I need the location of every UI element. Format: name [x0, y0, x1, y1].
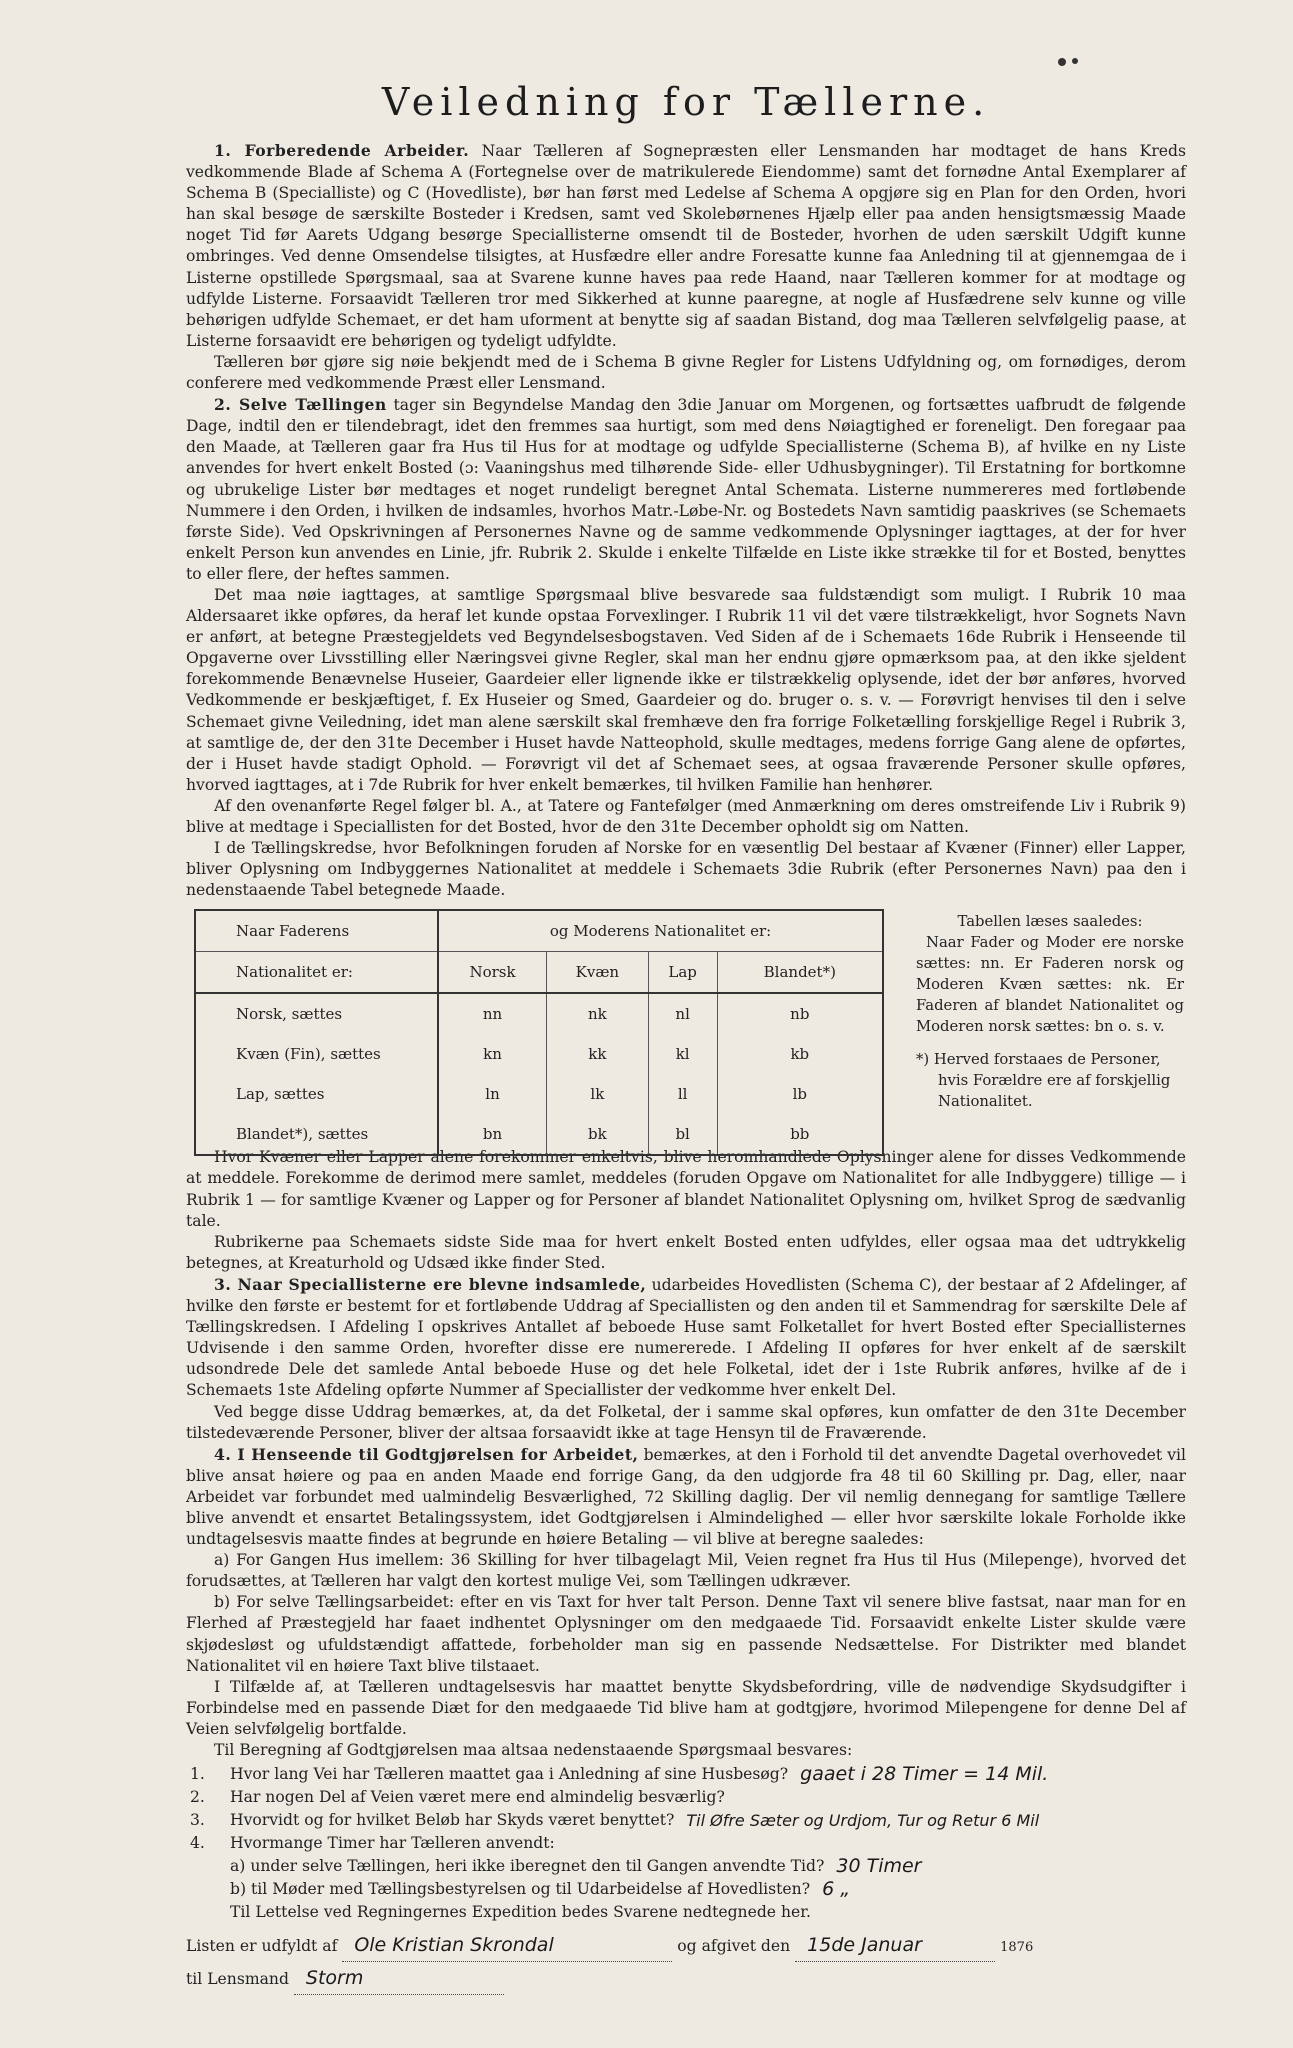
table-cell: nl [648, 993, 717, 1034]
section-2-text: tager sin Begyndelse Mandag den 3die Januar om Morgenen, og fortsættes uafbrudt de følgende Dage, indtil den er tilendebragt, idet den fremmes saa hurtigt, som med dens Nøiagtighed er foreneligt. Den foregaar paa den Maade, at Tælleren gaar fra Hus til Hus for at modtage og udfylde Speciallisterne (Schema B), af hvilke en ny Liste anvendes for hvert enkelt Bosted (ɔ: Vaaningshus med tilhørende Side- eller Udhusbygninger). Til Erstatning for bortkomne og ubrukelige Lister bør medtages et noget rundeligt beregnet Antal Schemata. Listerne nummereres med fortløbende Nummere i den Orden, i hvilken de indsamles, hvorhos Matr.-Løbe-Nr. og Bostedets Navn samtidig paaskrives (se Schemaets første Side). Ved Opskrivningen af Personernes Navne og de samme vedkommende Oplysninger iagttages, at der for hver enkelt Person kun anvendes en Linie, jfr. Rubrik 2. Skulde i enkelte Tilfælde en Liste ikke strække til for et Bosted, benyttes to eller flere, der heftes sammen. [186, 396, 1186, 583]
table-cell: bl [648, 1114, 717, 1155]
table-row [195, 1074, 883, 1114]
table-row [195, 993, 883, 1034]
question-row [186, 1855, 1186, 1878]
questions-list [186, 1763, 1186, 1924]
handwritten-answer: 30 Timer [836, 1855, 922, 1878]
question-number: 1. [190, 1765, 205, 1784]
question-row [186, 1786, 1186, 1809]
section-4-text: bemærkes, at den i Forhold til det anvendte Dagetal overhovedet vil blive ansat høiere og paa en anden Maade end forrige Gang, da den udgjorde fra 48 til 60 Skilling pr. Dag, eller, naar Arbeidet var forbundet med ualmindelig Besværlighed, 72 Skilling daglig. Der vil nemlig dennegang for samtlige Tællere blive anvendt et ensartet Betalingssystem, idet Godtgjørelsen i Almindelighed — eller hvor særskilte lokale Forholde ikke undtagelsesvis maatte findes at begrunde en høiere Betaling — vil blive at beregne saaledes: [186, 1445, 1186, 1549]
table-header-father-2: Nationalitet er: [195, 952, 438, 994]
signature-prefix: Listen er udfyldt af [186, 1937, 338, 1956]
question-text: b) til Møder med Tællingsbestyrelsen og til Udarbeidelse af Hovedlisten? [230, 1880, 811, 1899]
handwritten-answer: gaaet i 28 Timer = 14 Mil. [800, 1763, 1049, 1786]
lensmand-line [186, 1963, 1186, 1995]
table-row [195, 1034, 883, 1074]
table-row-label: Kvæn (Fin), sættes [195, 1034, 438, 1074]
closing-note: Til Lettelse ved Regningernes Expedition bedes Svarene nedtegnede her. [230, 1903, 811, 1922]
section-1-paragraph-2: Tælleren bør gjøre sig nøie bekjendt med de i Schema B givne Regler for Listens Udfyldning og, om fornødiges, derom conferere med vedkommende Præst eller Lensmand. [186, 352, 1186, 393]
section-3-heading: 3. Naar Speciallisterne ere blevne indsamlede, [214, 1274, 647, 1294]
section-4-paragraph-2: I Tilfælde af, at Tælleren undtagelsesvis har maattet benytte Skydsbefordring, ville de nødvendige Skydsudgifter i Forbindelse med en passende Diæt for den medgaaede Tid blive ham at godtgjøre, hvorimod Milepengene for denne Del af Veien selvfølgelig bortfalde. [186, 1677, 1186, 1738]
section-2-paragraph-5: Hvor Kvæner eller Lapper alene forekommer enkeltvis, blive heromhandlede Oplysninger alene for disses Vedkommende at meddele. Forekomme de derimod mere samlet, meddeles (foruden Opgave om Nationalitet for alle Indbyggere) tillige — i Rubrik 1 — for samtlige Kvæner og Lapper og for Personer af blandet Nationalitet Oplysning om, hvilket Sprog de sædvanlig tale. [186, 1148, 1186, 1230]
signature-name-field [342, 1930, 672, 1962]
spacer [186, 1901, 230, 1924]
table-row-label: Blandet*), sættes [195, 1114, 438, 1155]
signature-date-field [795, 1930, 995, 1962]
table-cell: kn [438, 1034, 547, 1074]
section-2-paragraph-2: Det maa nøie iagttages, at samtlige Spørgsmaal blive besvarede saa fuldstændigt som muligt. I Rubrik 10 maa Aldersaaret ikke opføres, da heraf let kunde opstaa Forvexlinger. I Rubrik 11 vil det være tilstrækkeligt, hvor Sognets Navn er anført, at betegne Præstegjeldets ved Begyndelsesbogstaven. Ved Siden af de i Schemaets 16de Rubrik i Henseende til Opgaverne over Livsstilling eller Næringsvei givne Regler, skal man her endnu gjøre opmærksom paa, at den ikke sjeldent forekommende Benævnelse Huseier, Gaardeier eller lignende ikke er tilstrækkelig oplysende, idet der bør anføres, hvorved Vedkommende er beskjæftiget, f. Ex Huseier og Smed, Gaardeier og do. bruger o. s. v. — Forøvrigt henvises til den i selve Schemaet givne Veiledning, idet man alene særskilt skal fremhæve den fra forrige Folketælling forskjellige Regel i Rubrik 3, at samtlige de, der den 31te December i Huset havde Natteophold, skulle medtages, medens forrige Gang alene de opførtes, der i Huset havde stadigt Ophold. — Forøvrigt vil det af Schemaet sees, at ogsaa fraværende Personer skulle opføres, hvorved iagttages, at i 7de Rubrik for hver enkelt bemærkes, til hvilken Familie han henhører. [186, 585, 1186, 794]
section-2-paragraph-4: I de Tællingskredse, hvor Befolkningen foruden af Norske for en væsentlig Del bestaar af Kvæner (Finner) eller Lapper, bliver Oplysning om Indbyggernes Nationalitet at meddele i Schemaets 3die Rubrik (efter Personernes Navn) paa den i nedenstaaende Tabel betegnede Maade. [186, 839, 1186, 900]
section-2-paragraph-3: Af den ovenanførte Regel følger bl. A., at Tatere og Fantefølger (med Anmærkning om deres omstreifende Liv i Rubrik 9) blive at medtage i Speciallisten for det Bosted, hvor de den 31te December opholdt sig om Natten. [186, 796, 1186, 836]
section-3-text: udarbeides Hovedlisten (Schema C), der bestaar af 2 Afdelinger, af hvilke den første er bestemt for et fortløbende Uddrag af Speciallisten og den anden til et Sammendrag for særskilte Dele af Tællingskredsen. I Afdeling I opskrives Antallet af beboede Huse samt Folketallet for hvert Bosted efter Speciallisternes Udvisende i den samme Orden, hvorefter disse ere numererede. I Afdeling II opføres for hver enkelt af de særskilt udsondrede Dele det samlede Antal beboede Huse og det hele Folketal, idet der i 1ste Rubrik anføres, hvilke af de i Schemaets 1ste Afdeling opførte Nummer af Speciallister der vedkomme hver enkelt Del. [186, 1275, 1186, 1400]
section-4-paragraph-3: Til Beregning af Godtgjørelsen maa altsaa nedenstaaende Spørgsmaal besvares: [214, 1741, 853, 1759]
table-header-mother: og Moderens Nationalitet er: [438, 910, 883, 952]
section-3-paragraph-2: Ved begge disse Uddrag bemærkes, at, da det Folketal, der i samme skal opføres, kun omfatter de den 31te December tilstedeværende Personer, bliver der altsaa forsaavidt ikke at tage Hensyn til de Fraværende. [186, 1402, 1186, 1442]
question-row [186, 1878, 1186, 1901]
section-4-item-a: a) For Gangen Hus imellem: 36 Skilling for hver tilbagelagt Mil, Veien regnet fra Hus til Hus (Milepenge), hvorved det forudsættes, at Tælleren har valgt den kortest mulige Vei, som Tællingen udkræver. [186, 1551, 1186, 1591]
table-column-header: Norsk [438, 952, 547, 994]
section-2 [186, 394, 1186, 585]
question-number: 3. [190, 1811, 205, 1830]
table-cell: bk [547, 1114, 649, 1155]
table-column-header: Kvæn [547, 952, 649, 994]
table-cell: kk [547, 1034, 649, 1074]
handwritten-lensmand: Storm [305, 1967, 364, 1990]
section-4 [186, 1444, 1186, 1550]
table-header-father: Naar Faderens [195, 910, 438, 952]
table-cell: bb [717, 1114, 883, 1155]
table-row-label: Norsk, sættes [195, 993, 438, 1034]
table-cell: nk [547, 993, 649, 1034]
question-number: 2. [190, 1788, 205, 1807]
document-content [186, 80, 1186, 1995]
side-note-title: Tabellen læses saaledes: [957, 913, 1143, 931]
question-text: Hvormange Timer har Tælleren anvendt: [230, 1834, 555, 1853]
table-cell: lk [547, 1074, 649, 1114]
question-text: Hvor lang Vei har Tælleren maattet gaa i Anledning af sine Husbesøg? [230, 1765, 789, 1784]
side-note-footnote: *) Herved forstaaes de Personer, hvis Forældre ere af forskjellig Nationalitet. [916, 1051, 1171, 1111]
question-text: Har nogen Del af Veien været mere end almindelig besværlig? [230, 1788, 725, 1807]
signature-mid: og afgivet den [677, 1937, 791, 1956]
question-text: Hvorvidt og for hvilket Beløb har Skyds været benyttet? [230, 1811, 675, 1830]
table-cell: kl [648, 1034, 717, 1074]
page-title: Veiledning for Tællerne. [381, 80, 991, 124]
section-4-item-b: b) For selve Tællingsarbeidet: efter en vis Taxt for hver talt Person. Denne Taxt vil senere blive fastsat, naar man for en Flerhed af Præstegjeld har faaet indhentet Oplysninger om den medgaaede Tid. Forsaavidt enkelte Lister skulde være skjødesløst og ufuldstændigt affattede, forbeholder man sig en passende Nedsættelse. For Distrikter med blandet Nationalitet vil en høiere Taxt blive tilstaaet. [186, 1593, 1186, 1675]
table-cell: nn [438, 993, 547, 1034]
table-row-label: Lap, sættes [195, 1074, 438, 1114]
section-3 [186, 1274, 1186, 1402]
section-1 [186, 140, 1186, 352]
section-1-text: Naar Tælleren af Sognepræsten eller Lensmanden har modtaget de hans Kreds vedkommende Blade af Schema A (Fortegnelse over de matrikulerede Eiendomme) samt det fornødne Antal Exemplarer af Schema B (Specialliste) og C (Hovedliste), bør han først med Ledelse af Schema A opgjøre sig en Plan for den Orden, hvori han skal besøge de særskilte Bosteder i Kredsen, samt ved Skolebørnenes Hjælp eller paa anden hensigtsmæssig Maade noget Tid før Aarets Udgang besørge Speciallisterne omsendt til de Bosteder, hvorhen de uden særskilt Udgift kunne ombringes. Ved denne Omsendelse tilsigtes, at Husfædre eller andre Foresatte kunne faa Anledning til at gjennemgaa de i Listerne opstillede Spørgsmaal, saa at Svarene kunne haves paa rede Haand, naar Tælleren kommer for at modtage og udfylde Listerne. Forsaavidt Tælleren tror med Sikkerhed at kunne paaregne, at nogle af Husfædrene selv kunne og ville behørigen udfylde Schemaet, er det ham uforment at benytte sig af saadan Bistand, dog maa Tælleren selvfølgelig paase, at Listerne forsaavidt ere behørigen og tydeligt udfyldte. [186, 142, 1186, 350]
question-number [186, 1855, 230, 1878]
table-cell: lb [717, 1074, 883, 1114]
question-row [186, 1763, 1186, 1786]
table-column-header: Blandet*) [717, 952, 883, 994]
lensmand-label: til Lensmand [186, 1970, 289, 1989]
table-row [195, 1114, 883, 1155]
table-cell: kb [717, 1034, 883, 1074]
nationality-table [194, 909, 884, 1156]
ink-dot [1058, 58, 1066, 66]
handwritten-signature: Ole Kristian Skrondal [354, 1934, 554, 1957]
question-row [186, 1832, 1186, 1855]
question-number: 4. [190, 1834, 205, 1853]
signature-line [186, 1930, 1186, 1963]
lensmand-field [294, 1963, 504, 1995]
section-4-heading: 4. I Henseende til Godtgjørelsen for Arbeidet, [214, 1444, 639, 1464]
ink-dot [1072, 58, 1078, 64]
nationality-table-block [186, 909, 1186, 1144]
table-cell: ll [648, 1074, 717, 1114]
question-number [186, 1878, 230, 1901]
section-2-paragraph-6: Rubrikerne paa Schemaets sidste Side maa for hvert enkelt Bosted enten udfyldes, eller ogsaa maa det udtrykkelig betegnes, at Kreaturhold og Udsæd ikke finder Sted. [186, 1232, 1186, 1272]
signature-year: 1876 [1000, 1940, 1034, 1956]
closing-note-row [186, 1901, 1186, 1924]
question-row [186, 1809, 1186, 1832]
handwritten-date: 15de Januar [807, 1934, 922, 1957]
section-1-heading: 1. Forberedende Arbeider. [214, 141, 470, 160]
table-cell: bn [438, 1114, 547, 1155]
handwritten-answer: 6 „ [822, 1878, 851, 1901]
side-note-body: Naar Fader og Moder ere norske sættes: nn. Er Faderen norsk og Moderen Kvæn sættes: nk. Er Faderen af blandet Nationalitet og Moderen norsk sættes: bn o. s. v. [916, 934, 1184, 1036]
question-text: a) under selve Tællingen, heri ikke iberegnet den til Gangen anvendte Tid? [230, 1857, 825, 1876]
table-cell: ln [438, 1074, 547, 1114]
table-column-header: Lap [648, 952, 717, 994]
handwritten-answer: Til Øfre Sæter og Urdjom, Tur og Retur 6 Mil [686, 1811, 1040, 1831]
table-side-note [916, 911, 1184, 1112]
section-2-heading: 2. Selve Tællingen [214, 395, 387, 415]
table-cell: nb [717, 993, 883, 1034]
